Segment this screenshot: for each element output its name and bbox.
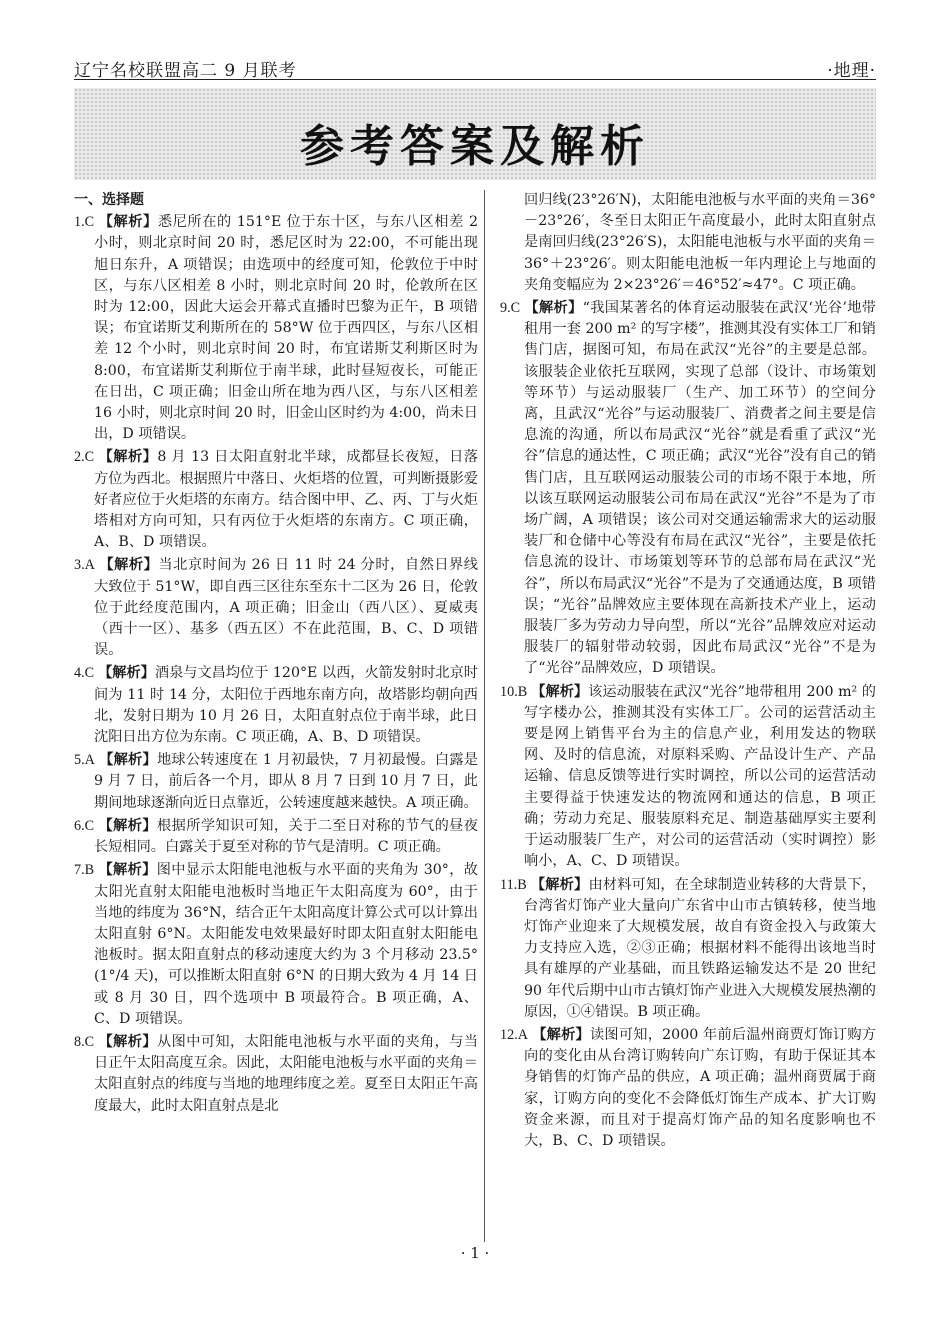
section-title: 一、选择题 (74, 192, 144, 208)
answer-item (500, 298, 876, 680)
analysis-tag: 【解析】 (98, 449, 158, 466)
answer-letter: B (517, 876, 527, 893)
answer-item (74, 816, 478, 858)
answer-letter: C (84, 214, 95, 231)
left-answer-list (74, 212, 478, 1117)
answer-item (74, 750, 478, 814)
question-number: 6. (74, 817, 85, 834)
question-number: 8. (74, 1033, 85, 1050)
answer-item (74, 860, 478, 1030)
exam-title: 辽宁名校联盟高二 9 月联考 (74, 61, 297, 81)
analysis-tag: 【解析】 (531, 683, 589, 700)
question-number: 7. (74, 862, 85, 879)
analysis-tag: 【解析】 (98, 817, 157, 834)
answer-letter: C (510, 300, 521, 317)
analysis-tag: 【解析】 (98, 557, 159, 574)
answer-item (500, 682, 876, 873)
explanation-text: 根据所学知识可知，关于二至日对称的节气的昼夜长短相同。白露关于夏至对称的节气是清明。C 项正确。 (94, 817, 478, 856)
answer-letter: B (517, 683, 528, 700)
analysis-tag: 【解析】 (98, 214, 158, 231)
question-number: 1. (74, 214, 85, 231)
answer-item (500, 1025, 876, 1152)
answer-letter: C (84, 449, 95, 466)
answer-letter: A (84, 752, 95, 769)
explanation-text: 地球公转速度在 1 月初最快，7 月初最慢。白露是 9 月 7 日，前后各一个月，即从 8 月 7 日到 10 月 7 日，此期间地球逐渐向近日点靠近，公转速度越来越快。A 项正确。 (94, 752, 478, 811)
answer-item (500, 875, 876, 1023)
answer-item (74, 212, 478, 445)
analysis-tag: 【解析】 (98, 1033, 157, 1050)
question-number: 5. (74, 752, 85, 769)
answer-item (74, 663, 478, 748)
answer-letter: A (84, 557, 95, 574)
answer-letter: C (84, 665, 95, 682)
left-column (74, 190, 478, 1119)
analysis-tag: 【解析】 (531, 1026, 590, 1043)
banner-title: 参考答案及解析 (300, 121, 650, 172)
item-8-continuation: 回归线(23°26′N)，太阳能电池板与水平面的夹角＝36°－23°26′，冬至日太阳正午高度最小，此时太阳直射点是南回归线(23°26′S)，太阳能电池板与水平面的夹角＝36°＋23°26′。则太阳能电池板一年内理论上与地面的夹角变幅应为 2×23°26′＝46°52′≈47°。C 项正确。 (524, 192, 876, 293)
question-number: 3. (74, 557, 85, 574)
question-number: 4. (74, 665, 85, 682)
right-answer-list (500, 298, 876, 1152)
question-number: 10. (500, 683, 518, 700)
answer-letter: A (517, 1026, 528, 1043)
question-number: 2. (74, 449, 85, 466)
answer-letter: C (84, 817, 95, 834)
subject-label: ·地理· (827, 61, 876, 81)
analysis-tag: 【解析】 (98, 752, 157, 769)
question-number: 12. (500, 1026, 518, 1043)
page-header (74, 50, 876, 81)
title-banner (74, 88, 876, 180)
answer-item (74, 555, 478, 661)
analysis-tag: 【解析】 (98, 862, 157, 879)
explanation-text: 8 月 13 日太阳直射北半球，成都昼长夜短，日落方位为西北。根据照片中落日、火炬塔的位置，可判断摄影爱好者应位于火炬塔的东南方。结合图中甲、乙、丙、丁与火炬塔相对方向可知，只有丙位于火炬塔的东南方。C 项正确，A、B、D 项错误。 (94, 449, 478, 551)
page-number: · 1 · (460, 1244, 490, 1262)
column-divider (484, 190, 485, 1242)
answer-letter: C (84, 1033, 95, 1050)
explanation-text: 由材料可知，在全球制造业转移的大背景下，台湾省灯饰产业大量向广东省中山市古镇转移，使当地灯饰产业迎来了大规模发展，故自有资金投入与政策大力支持应入选，②③正确；根据材料不能得出该地当时具有雄厚的产业基础，而且铁路运输发达不是 20 世纪 90 年代后期中山市古镇灯饰产业进入大规模发展热潮的原因，①④错误。B 项正确。 (524, 876, 876, 1020)
right-column (500, 190, 876, 1154)
analysis-tag: 【解析】 (524, 300, 583, 317)
answer-item (74, 447, 478, 553)
analysis-tag: 【解析】 (98, 665, 155, 682)
explanation-text: 该运动服装在武汉“光谷”地带租用 200 m² 的写字楼办公，推测其没有实体工厂。公司的运营活动主要是网上销售平台为主的信息产业，利用发达的物联网、及时的信息流，对原料采购、产品设计生产、产品运输、信息反馈等进行实时调控，所以公司的运营活动主要得益于快速发达的物流网和通达的信息，B 项正确；劳动力充足、服装原料充足、制造基础厚实主要利于运动服装厂生产，对公司的运营活动（实时调控）影响小，A、C、D 项错误。 (524, 683, 876, 870)
answer-item (74, 1032, 478, 1117)
question-number: 9. (500, 300, 511, 317)
explanation-text: 读图可知，2000 年前后温州商贾灯饰订购方向的变化由从台湾订购转向广东订购，有助于保证其本身销售的灯饰产品的供应，A 项正确；温州商贾属于商家，订购方向的变化不会降低灯饰生产成本、扩大订购资金来源，而且对于提高灯饰产品的知名度影响也不大，B、C、D 项错误。 (524, 1026, 876, 1149)
analysis-tag: 【解析】 (530, 876, 589, 893)
explanation-text: “我国某著名的体育运动服装在武汉‘光谷’地带租用一套 200 m² 的写字楼”，推测其没有实体工厂和销售门店，据图可知，布局在武汉“光谷”的主要是总部。该服装企业依托互联网，实现了总部（设计、市场策划等环节）与运动服装厂（生产、加工环节）的空间分离，且武汉“光谷”与运动服装厂、消费者之间主要是信息流的沟通，所以布局武汉“光谷”就是看重了武汉“光谷”信息的通达性，C 项正确；武汉“光谷”没有自己的销售门店，且互联网运动服装公司的市场不限于本地，所以该互联网运动服装公司布局在武汉“光谷”不是为了市场广阔，A 项错误；该公司对交通运输需求大的运动服装厂和仓储中心等没有布局在武汉“光谷”，主要是依托信息流的设计、市场策划等环节的总部布局在武汉“光谷”，所以布局武汉“光谷”不是为了交通通达度，B 项错误；“光谷”品牌效应主要体现在高新技术产业上，运动服装厂多为劳动力导向型，所以“光谷”品牌效应对运动服装厂的辐射带动较弱，因此布局武汉“光谷”不是为了“光谷”品牌效应，D 项错误。 (524, 300, 876, 677)
explanation-text: 悉尼所在的 151°E 位于东十区，与东八区相差 2 小时，则北京时间 20 时，悉尼区时为 22:00，不可能出现旭日东升，A 项错误；由选项中的经度可知，伦敦位于中时区，与东八区相差 8 小时，则北京时间 20 时，伦敦所在区时为 12:00，因此大运会开幕式直播时巴黎为正午，B 项错误；布宜诺斯艾利斯所在的 58°W 位于西四区，与东八区相差 12 个小时，则北京时间 20 时，布宜诺斯艾利斯区时为 8:00，布宜诺斯艾利斯位于南半球，此时昼短夜长，可能正在日出，C 项正确；旧金山所在地为西八区，与东八区相差 16 小时，则北京时间 20 时，旧金山区时约为 4:00，尚未日出，D 项错误。 (94, 214, 478, 443)
explanation-text: 图中显示太阳能电池板与水平面的夹角为 30°，故太阳光直射太阳能电池板时当地正午太阳高度为 60°，由于当地的纬度为 36°N，结合正午太阳高度计算公式可以计算出太阳直射 6°N。太阳能发电效果最好时即太阳直射太阳能电池板时。据太阳直射点的移动速度大约为 3 个月移动 23.5°(1°/4 天)，可以推断太阳直射 6°N 的日期大致为 4 月 14 日或 8 月 30 日，四个选项中 B 项最符合。B 项正确，A、C、D 项错误。 (94, 862, 478, 1027)
question-number: 11. (500, 876, 518, 893)
header-rule (74, 79, 876, 80)
explanation-text: 从图中可知，太阳能电池板与水平面的夹角，与当日正午太阳高度互余。因此，太阳能电池板与水平面的夹角＝太阳直射点的纬度与当地的地理纬度之差。夏至日太阳正午高度最大，此时太阳直射点是北 (94, 1033, 478, 1114)
answer-letter: B (84, 862, 95, 879)
explanation-text: 当北京时间为 26 日 11 时 24 分时，自然日界线大致位于 51°W，即自西三区往东至东十二区为 26 日，伦敦位于此经度范围内，A 项正确；旧金山（西八区）、夏威夷（西十一区）、基多（西五区）不在此范围，B、C、D 项错误。 (94, 557, 478, 659)
explanation-text: 酒泉与文昌均位于 120°E 以西，火箭发射时北京时间为 11 时 14 分，太阳位于西地东南方向，故塔影均朝向西北，发射日期为 10 月 26 日，太阳直射点位于南半球，此日沈阳日出方位为东南。C 项正确，A、B、D 项错误。 (94, 665, 478, 746)
